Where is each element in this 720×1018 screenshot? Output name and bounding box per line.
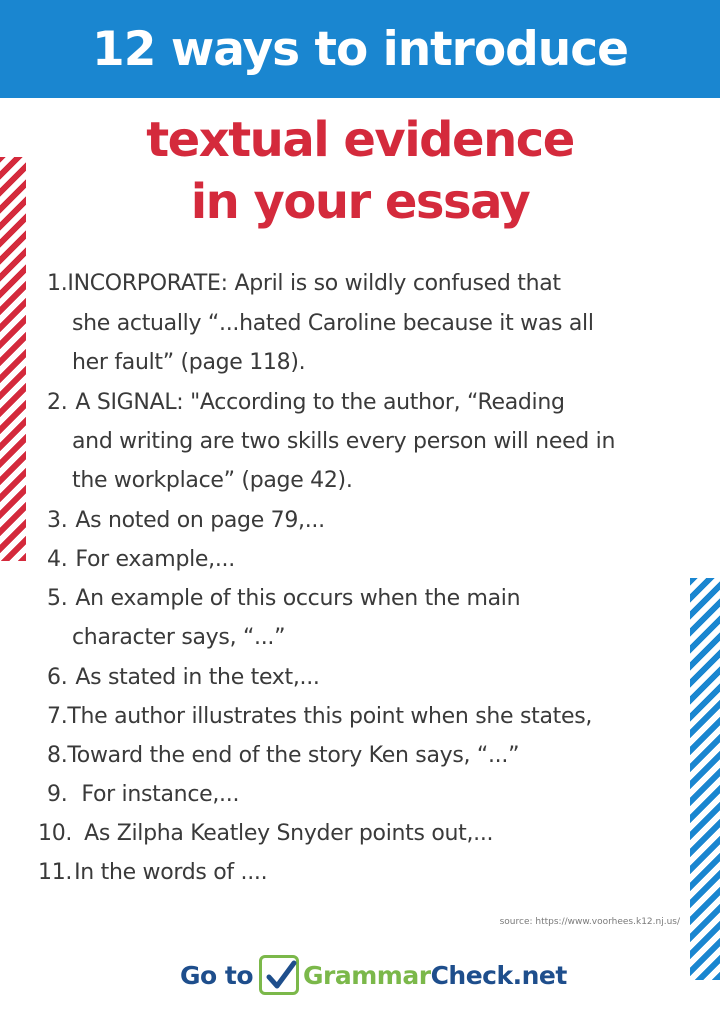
footer-link[interactable]: [180, 953, 567, 997]
footer-prefix: Go to: [180, 960, 254, 990]
item-text: As noted on page 79,...: [75, 508, 325, 533]
item-text: In the words of ....: [74, 860, 268, 885]
item-number: 1.: [47, 271, 68, 296]
brand-name-part-1: Grammar: [303, 960, 431, 990]
list-item-2-line-2: and writing are two skills every person will need in: [72, 429, 616, 454]
item-number: 6.: [47, 665, 68, 690]
list-item-2-line-3: the workplace” (page 42).: [72, 468, 353, 493]
list-item-1-line-3: her fault” (page 118).: [72, 350, 306, 375]
item-number: 7.: [47, 704, 68, 729]
list-item-5: [47, 586, 520, 611]
item-number: 8.: [47, 743, 68, 768]
list-item-2: [47, 390, 565, 415]
item-number: 11.: [38, 860, 73, 885]
list-item-1: [47, 271, 561, 296]
item-number: 9.: [47, 782, 68, 807]
item-text: For example,...: [75, 547, 235, 572]
list-item-7: [47, 704, 592, 729]
item-text: For instance,...: [81, 782, 240, 807]
list-item-8: [47, 743, 519, 768]
item-number: 10.: [38, 821, 73, 846]
list-item-11: [38, 860, 267, 885]
item-number: 2.: [47, 390, 68, 415]
list-item-1-line-2: she actually “...hated Caroline because it was all: [72, 311, 594, 336]
item-text: INCORPORATE: April is so wildly confused that: [67, 271, 561, 296]
subtitle-line-2: in your essay: [190, 174, 530, 230]
list-item-10: [38, 821, 493, 846]
list-item-4: [47, 547, 235, 572]
list-item-5-line-2: character says, “...”: [72, 625, 286, 650]
item-text: A SIGNAL: "According to the author, “Reading: [75, 390, 565, 415]
item-number: 4.: [47, 547, 68, 572]
list-item-9: [47, 782, 239, 807]
checkmark-icon: [259, 955, 299, 995]
item-text: An example of this occurs when the main: [75, 586, 521, 611]
item-text: Toward the end of the story Ken says, “...”: [67, 743, 520, 768]
item-text: As Zilpha Keatley Snyder points out,...: [84, 821, 494, 846]
item-number: 3.: [47, 508, 68, 533]
page-title: 12 ways to introduce: [92, 21, 628, 77]
subtitle-line-1: textual evidence: [146, 112, 574, 168]
list-item-6: [47, 665, 320, 690]
item-text: As stated in the text,...: [75, 665, 320, 690]
item-number: 5.: [47, 586, 68, 611]
list-item-3: [47, 508, 325, 533]
item-text: The author illustrates this point when she states,: [67, 704, 593, 729]
brand-name-part-2: Check.net: [430, 960, 567, 990]
source-credit: source: https://www.voorhees.k12.nj.us/: [499, 917, 680, 927]
